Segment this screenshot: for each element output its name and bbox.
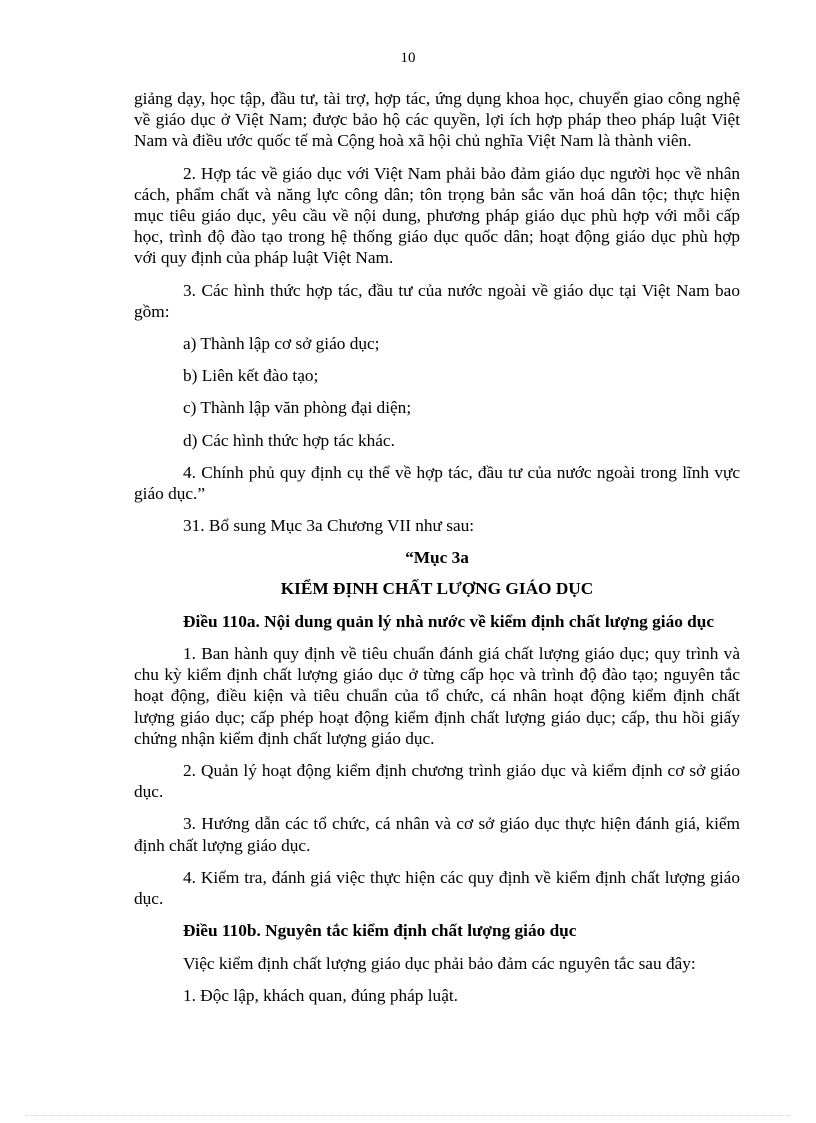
article-110b-clause-1: 1. Độc lập, khách quan, đúng pháp luật.: [183, 985, 458, 1005]
document-body: [134, 88, 740, 1017]
clause-4: 4. Chính phủ quy định cụ thể về hợp tác, đầu tư của nước ngoài trong lĩnh vực giáo dục.”: [134, 462, 740, 504]
article-110a-clause-2: 2. Quản lý hoạt động kiểm định chương trình giáo dục và kiểm định cơ sở giáo dục.: [134, 761, 740, 802]
intro-paragraph: giảng dạy, học tập, đầu tư, tài trợ, hợp tác, ứng dụng khoa học, chuyển giao công nghệ về giáo dục ở Việt Nam; được bảo hộ các quyền, lợi ích hợp pháp theo pháp luật Việt Nam và điều ước quốc tế mà Cộng hoà xã hội chủ nghĩa Việt Nam là thành viên.: [134, 89, 740, 151]
section-title: KIỂM ĐỊNH CHẤT LƯỢNG GIÁO DỤC: [280, 578, 594, 598]
page-bottom-divider: [26, 1115, 790, 1116]
article-110a-title: Điều 110a. Nội dung quản lý nhà nước về kiểm định chất lượng giáo dục: [183, 611, 715, 631]
amendment-31: 31. Bổ sung Mục 3a Chương VII như sau:: [183, 516, 475, 536]
article-110a-clause-1: 1. Ban hành quy định về tiêu chuẩn đánh giá chất lượng giáo dục; quy trình và chu kỳ kiểm định chất lượng giáo dục ở từng cấp học và trình độ đào tạo; nguyên tắc hoạt động, điều kiện và tiêu chuẩn của tổ chức, cá nhân hoạt động kiểm định chất lượng giáo dục; cấp phép hoạt động kiểm định chất lượng giáo dục; cấp, thu hồi giấy chứng nhận kiểm định chất lượng giáo dục.: [134, 644, 740, 748]
article-110b-intro: Việc kiểm định chất lượng giáo dục phải bảo đảm các nguyên tắc sau đây:: [183, 953, 696, 973]
article-110a-clause-3: 3. Hướng dẫn các tổ chức, cá nhân và cơ sở giáo dục thực hiện đánh giá, kiểm định chất lượng giáo dục.: [134, 814, 740, 855]
clause-3-item-d: d) Các hình thức hợp tác khác.: [183, 430, 395, 450]
clause-3: 3. Các hình thức hợp tác, đầu tư của nước ngoài về giáo dục tại Việt Nam bao gồm:: [134, 280, 740, 321]
clause-2: 2. Hợp tác về giáo dục với Việt Nam phải bảo đảm giáo dục người học về nhân cách, phẩm chất và năng lực công dân; tôn trọng bản sắc văn hoá dân tộc; thực hiện mục tiêu giáo dục, yêu cầu về nội dung, phương pháp giáo dục phù hợp với mỗi cấp học, trình độ đào tạo trong hệ thống giáo dục quốc dân; hoạt động giáo dục phù hợp với quy định của pháp luật Việt Nam.: [134, 163, 740, 268]
article-110a-clause-4: 4. Kiểm tra, đánh giá việc thực hiện các quy định về kiểm định chất lượng giáo dục.: [134, 867, 740, 909]
clause-3-item-c: c) Thành lập văn phòng đại diện;: [183, 398, 412, 418]
clause-3-item-b: b) Liên kết đào tạo;: [183, 366, 319, 386]
page-number: 10: [400, 50, 416, 66]
article-110b-title: Điều 110b. Nguyên tắc kiểm định chất lượng giáo dục: [183, 921, 577, 941]
clause-3-item-a: a) Thành lập cơ sở giáo dục;: [183, 334, 380, 354]
section-label: “Mục 3a: [405, 548, 469, 568]
